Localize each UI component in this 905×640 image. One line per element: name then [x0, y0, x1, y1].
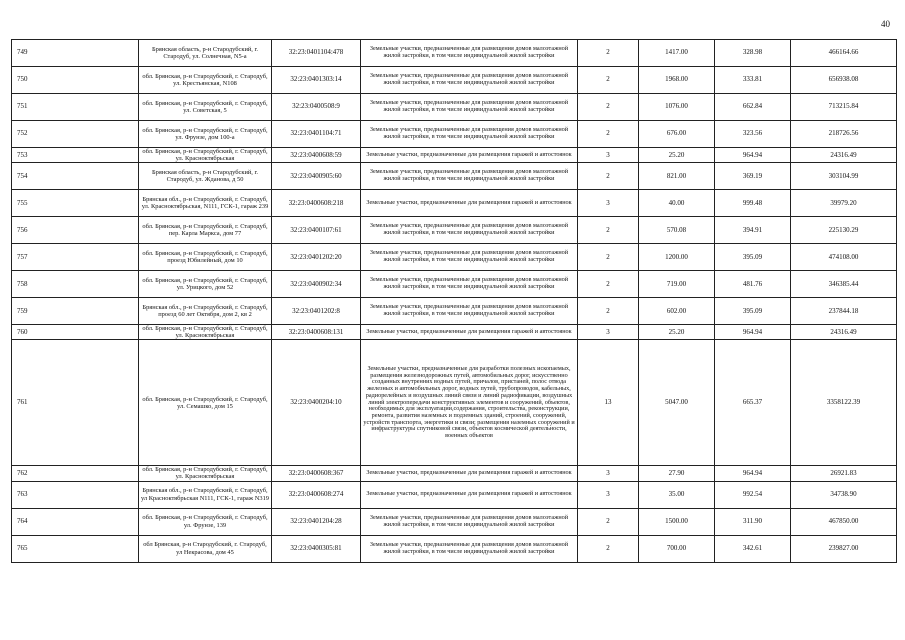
- table-row: [12, 190, 897, 217]
- table-row: [12, 163, 897, 190]
- table-row: [12, 217, 897, 244]
- use-group-cell: 2: [578, 508, 639, 535]
- use-group-cell: 2: [578, 94, 639, 121]
- address-cell: Брянская область, р-н Стародубский, г. Стародуб, ул. Солнечная, N5-а: [139, 40, 272, 67]
- use-group-cell: 2: [578, 67, 639, 94]
- address-cell: обл. Брянская, р-н Стародубский, г. Стародуб, ул. Семашко, дом 15: [139, 340, 272, 466]
- specific-value-cell: 964.94: [715, 325, 791, 340]
- row-number-cell: 757: [12, 244, 139, 271]
- address-cell: обл. Брянская, р-н Стародубский, г. Стародуб, проезд Юбилейный, дом 10: [139, 244, 272, 271]
- specific-value-cell: 369.19: [715, 163, 791, 190]
- cadastral-value-cell: 26921.83: [791, 466, 897, 481]
- table-row: [12, 535, 897, 562]
- cadastral-value-cell: 466164.66: [791, 40, 897, 67]
- land-use-purpose-cell: Земельные участки, предназначенные для размещения домов малоэтажной жилой застройки, в том числе индивидуальной жилой застройки: [361, 508, 578, 535]
- table-row: [12, 148, 897, 163]
- row-number-cell: 759: [12, 298, 139, 325]
- row-number-cell: 765: [12, 535, 139, 562]
- row-number-cell: 763: [12, 481, 139, 508]
- table-row: [12, 340, 897, 466]
- specific-value-cell: 333.81: [715, 67, 791, 94]
- cadastral-number-cell: 32:23:0401104:71: [272, 121, 361, 148]
- area-cell: 1500.00: [639, 508, 715, 535]
- row-number-cell: 752: [12, 121, 139, 148]
- use-group-cell: 2: [578, 121, 639, 148]
- area-cell: 602.00: [639, 298, 715, 325]
- address-cell: Брянская область, р-н Стародубский, г. Стародуб, ул. Жданова, д 50: [139, 163, 272, 190]
- cadastral-number-cell: 32:23:0401104:478: [272, 40, 361, 67]
- cadastral-number-cell: 32:23:0400608:218: [272, 190, 361, 217]
- address-cell: Брянская обл., р-н Стародубский, г. Стародуб, ул Красноктябрьская N111, ГСК-1, гараж N319: [139, 481, 272, 508]
- cadastral-value-cell: 467850.00: [791, 508, 897, 535]
- cadastral-number-cell: 32:23:0400902:34: [272, 271, 361, 298]
- row-number-cell: 751: [12, 94, 139, 121]
- table-row: [12, 67, 897, 94]
- area-cell: 35.00: [639, 481, 715, 508]
- area-cell: 40.00: [639, 190, 715, 217]
- cadastral-number-cell: 32:23:0400305:81: [272, 535, 361, 562]
- use-group-cell: 3: [578, 466, 639, 481]
- address-cell: обл. Брянская, р-н Стародубский, г. Стародуб, ул. Красноктябрьская: [139, 148, 272, 163]
- specific-value-cell: 323.56: [715, 121, 791, 148]
- cadastral-number-cell: 32:23:0400608:59: [272, 148, 361, 163]
- cadastral-number-cell: 32:23:0400608:274: [272, 481, 361, 508]
- specific-value-cell: 395.09: [715, 298, 791, 325]
- land-use-purpose-cell: Земельные участки, предназначенные для размещения домов малоэтажной жилой застройки, в том числе индивидуальной жилой застройки: [361, 163, 578, 190]
- row-number-cell: 756: [12, 217, 139, 244]
- use-group-cell: 2: [578, 40, 639, 67]
- specific-value-cell: 999.48: [715, 190, 791, 217]
- address-cell: обл. Брянская, р-н Стародубский, г. Стародуб, ул. Красноктябрьская: [139, 325, 272, 340]
- land-use-purpose-cell: Земельные участки, предназначенные для размещения домов малоэтажной жилой застройки, в том числе индивидуальной жилой застройки: [361, 535, 578, 562]
- specific-value-cell: 328.98: [715, 40, 791, 67]
- table-body: [12, 40, 897, 563]
- cadastral-value-cell: 225130.29: [791, 217, 897, 244]
- address-cell: обл. Брянская, р-н Стародубский, г. Стародуб, ул. Фрунзе, 139: [139, 508, 272, 535]
- row-number-cell: 750: [12, 67, 139, 94]
- row-number-cell: 761: [12, 340, 139, 466]
- land-use-purpose-cell: Земельные участки, предназначенные для размещения домов малоэтажной жилой застройки, в том числе индивидуальной жилой застройки: [361, 298, 578, 325]
- land-use-purpose-cell: Земельные участки, предназначенные для размещения гаражей и автостоянок: [361, 325, 578, 340]
- table-row: [12, 121, 897, 148]
- page-number: 40: [881, 19, 890, 29]
- cadastral-value-cell: 303104.99: [791, 163, 897, 190]
- use-group-cell: 2: [578, 271, 639, 298]
- cadastral-value-cell: 474108.00: [791, 244, 897, 271]
- use-group-cell: 2: [578, 535, 639, 562]
- cadastral-value-cell: 3358122.39: [791, 340, 897, 466]
- row-number-cell: 762: [12, 466, 139, 481]
- table-row: [12, 94, 897, 121]
- land-use-purpose-cell: Земельные участки, предназначенные для размещения домов малоэтажной жилой застройки, в том числе индивидуальной жилой застройки: [361, 40, 578, 67]
- specific-value-cell: 394.91: [715, 217, 791, 244]
- specific-value-cell: 311.90: [715, 508, 791, 535]
- land-use-purpose-cell: Земельные участки, предназначенные для размещения домов малоэтажной жилой застройки, в том числе индивидуальной жилой застройки: [361, 217, 578, 244]
- area-cell: 1200.00: [639, 244, 715, 271]
- table-row: [12, 508, 897, 535]
- table-row: [12, 271, 897, 298]
- cadastral-value-cell: 39979.20: [791, 190, 897, 217]
- area-cell: 25.20: [639, 325, 715, 340]
- table-row: [12, 40, 897, 67]
- specific-value-cell: 662.84: [715, 94, 791, 121]
- row-number-cell: 764: [12, 508, 139, 535]
- cadastral-value-cell: 237844.18: [791, 298, 897, 325]
- row-number-cell: 755: [12, 190, 139, 217]
- row-number-cell: 753: [12, 148, 139, 163]
- specific-value-cell: 964.94: [715, 148, 791, 163]
- area-cell: 570.08: [639, 217, 715, 244]
- area-cell: 27.90: [639, 466, 715, 481]
- address-cell: обл. Брянская, р-н Стародубский, г. Стародуб, пер. Карла Маркса, дом 77: [139, 217, 272, 244]
- area-cell: 1417.00: [639, 40, 715, 67]
- use-group-cell: 2: [578, 217, 639, 244]
- land-use-purpose-cell: Земельные участки, предназначенные для размещения гаражей и автостоянок: [361, 466, 578, 481]
- cadastral-number-cell: 32:23:0401202:8: [272, 298, 361, 325]
- use-group-cell: 2: [578, 298, 639, 325]
- cadastral-value-cell: 34738.90: [791, 481, 897, 508]
- cadastral-value-cell: 24316.49: [791, 325, 897, 340]
- land-use-purpose-cell: Земельные участки, предназначенные для размещения домов малоэтажной жилой застройки, в том числе индивидуальной жилой застройки: [361, 271, 578, 298]
- area-cell: 1968.00: [639, 67, 715, 94]
- land-use-purpose-cell: Земельные участки, предназначенные для размещения гаражей и автостоянок: [361, 190, 578, 217]
- address-cell: обл. Брянская, р-н Стародубский, г. Стародуб, ул. Красноктябрьская: [139, 466, 272, 481]
- specific-value-cell: 992.54: [715, 481, 791, 508]
- land-plots-table: [11, 39, 897, 563]
- use-group-cell: 3: [578, 190, 639, 217]
- row-number-cell: 760: [12, 325, 139, 340]
- table-row: [12, 298, 897, 325]
- address-cell: Брянская обл., р-н Стародубский, г. Стародуб, проезд 60 лет Октября, дом 2, кв 2: [139, 298, 272, 325]
- specific-value-cell: 395.09: [715, 244, 791, 271]
- area-cell: 25.20: [639, 148, 715, 163]
- row-number-cell: 754: [12, 163, 139, 190]
- area-cell: 1076.00: [639, 94, 715, 121]
- cadastral-number-cell: 32:23:0401204:28: [272, 508, 361, 535]
- use-group-cell: 13: [578, 340, 639, 466]
- land-use-purpose-cell: Земельные участки, предназначенные для размещения гаражей и автостоянок: [361, 481, 578, 508]
- address-cell: обл. Брянская, р-н Стародубский, г. Стародуб, ул. Урицкого, дом 52: [139, 271, 272, 298]
- area-cell: 719.00: [639, 271, 715, 298]
- use-group-cell: 3: [578, 148, 639, 163]
- cadastral-number-cell: 32:23:0401303:14: [272, 67, 361, 94]
- address-cell: обл Брянская, р-н Стародубский, г. Стародуб, ул Некрасова, дом 45: [139, 535, 272, 562]
- address-cell: обл. Брянская, р-н Стародубский, г. Стародуб, ул. Фрунзе, дом 100-а: [139, 121, 272, 148]
- cadastral-number-cell: 32:23:0400608:131: [272, 325, 361, 340]
- specific-value-cell: 342.61: [715, 535, 791, 562]
- use-group-cell: 2: [578, 163, 639, 190]
- cadastral-value-cell: 656938.08: [791, 67, 897, 94]
- table-row: [12, 244, 897, 271]
- use-group-cell: 2: [578, 244, 639, 271]
- address-cell: обл. Брянская, р-н Стародубский, г. Стародуб, ул. Крестьянская, N108: [139, 67, 272, 94]
- row-number-cell: 749: [12, 40, 139, 67]
- cadastral-number-cell: 32:23:0400204:10: [272, 340, 361, 466]
- table-row: [12, 481, 897, 508]
- land-use-purpose-cell: Земельные участки, предназначенные для размещения домов малоэтажной жилой застройки, в том числе индивидуальной жилой застройки: [361, 94, 578, 121]
- land-use-purpose-cell: Земельные участки, предназначенные для размещения гаражей и автостоянок: [361, 148, 578, 163]
- cadastral-number-cell: 32:23:0400107:61: [272, 217, 361, 244]
- cadastral-value-cell: 218726.56: [791, 121, 897, 148]
- table-row: [12, 466, 897, 481]
- use-group-cell: 3: [578, 325, 639, 340]
- area-cell: 821.00: [639, 163, 715, 190]
- use-group-cell: 3: [578, 481, 639, 508]
- specific-value-cell: 481.76: [715, 271, 791, 298]
- address-cell: Брянская обл., р-н Стародубский, г. Стародуб, ул. Красноктябрьская, N111, ГСК-1, гараж 239: [139, 190, 272, 217]
- cadastral-value-cell: 713215.84: [791, 94, 897, 121]
- specific-value-cell: 665.37: [715, 340, 791, 466]
- address-cell: обл. Брянская, р-н Стародубский, г. Стародуб, ул. Советская, 5: [139, 94, 272, 121]
- cadastral-value-cell: 24316.49: [791, 148, 897, 163]
- area-cell: 5047.00: [639, 340, 715, 466]
- land-use-purpose-cell: Земельные участки, предназначенные для размещения домов малоэтажной жилой застройки, в том числе индивидуальной жилой застройки: [361, 67, 578, 94]
- cadastral-number-cell: 32:23:0400508:9: [272, 94, 361, 121]
- table-row: [12, 325, 897, 340]
- land-use-purpose-cell: Земельные участки, предназначенные для размещения домов малоэтажной жилой застройки, в том числе индивидуальной жилой застройки: [361, 121, 578, 148]
- land-use-purpose-cell: Земельные участки, предназначенные для разработки полезных ископаемых, размещения железнодорожных путей, автомобильных дорог, искусственно созданных внутренних водных путей, причалов, пристаней, полос отвода железных и автомобильных дорог, водных путей, трубопроводов, кабельных, радиорелейных и воздушных линий связи и линий радиофикации, воздушных линий электропередачи конструктивных элементов и сооружений, объектов, необходимых для эксплуатации,содержания, строительства, реконструкции, ремонта, развития наземных и подземных зданий, строений, сооружений, устройств транспорта, энергетики и связи; размещения наземных сооружений и инфраструктуры спутниковой связи, объектов космической деятельности, военных объектов: [361, 340, 578, 466]
- cadastral-number-cell: 32:23:0401202:20: [272, 244, 361, 271]
- area-cell: 700.00: [639, 535, 715, 562]
- cadastral-number-cell: 32:23:0400905:60: [272, 163, 361, 190]
- row-number-cell: 758: [12, 271, 139, 298]
- cadastral-value-cell: 239827.00: [791, 535, 897, 562]
- cadastral-number-cell: 32:23:0400608:367: [272, 466, 361, 481]
- cadastral-value-cell: 346385.44: [791, 271, 897, 298]
- area-cell: 676.00: [639, 121, 715, 148]
- specific-value-cell: 964.94: [715, 466, 791, 481]
- land-use-purpose-cell: Земельные участки, предназначенные для размещения домов малоэтажной жилой застройки, в том числе индивидуальной жилой застройки: [361, 244, 578, 271]
